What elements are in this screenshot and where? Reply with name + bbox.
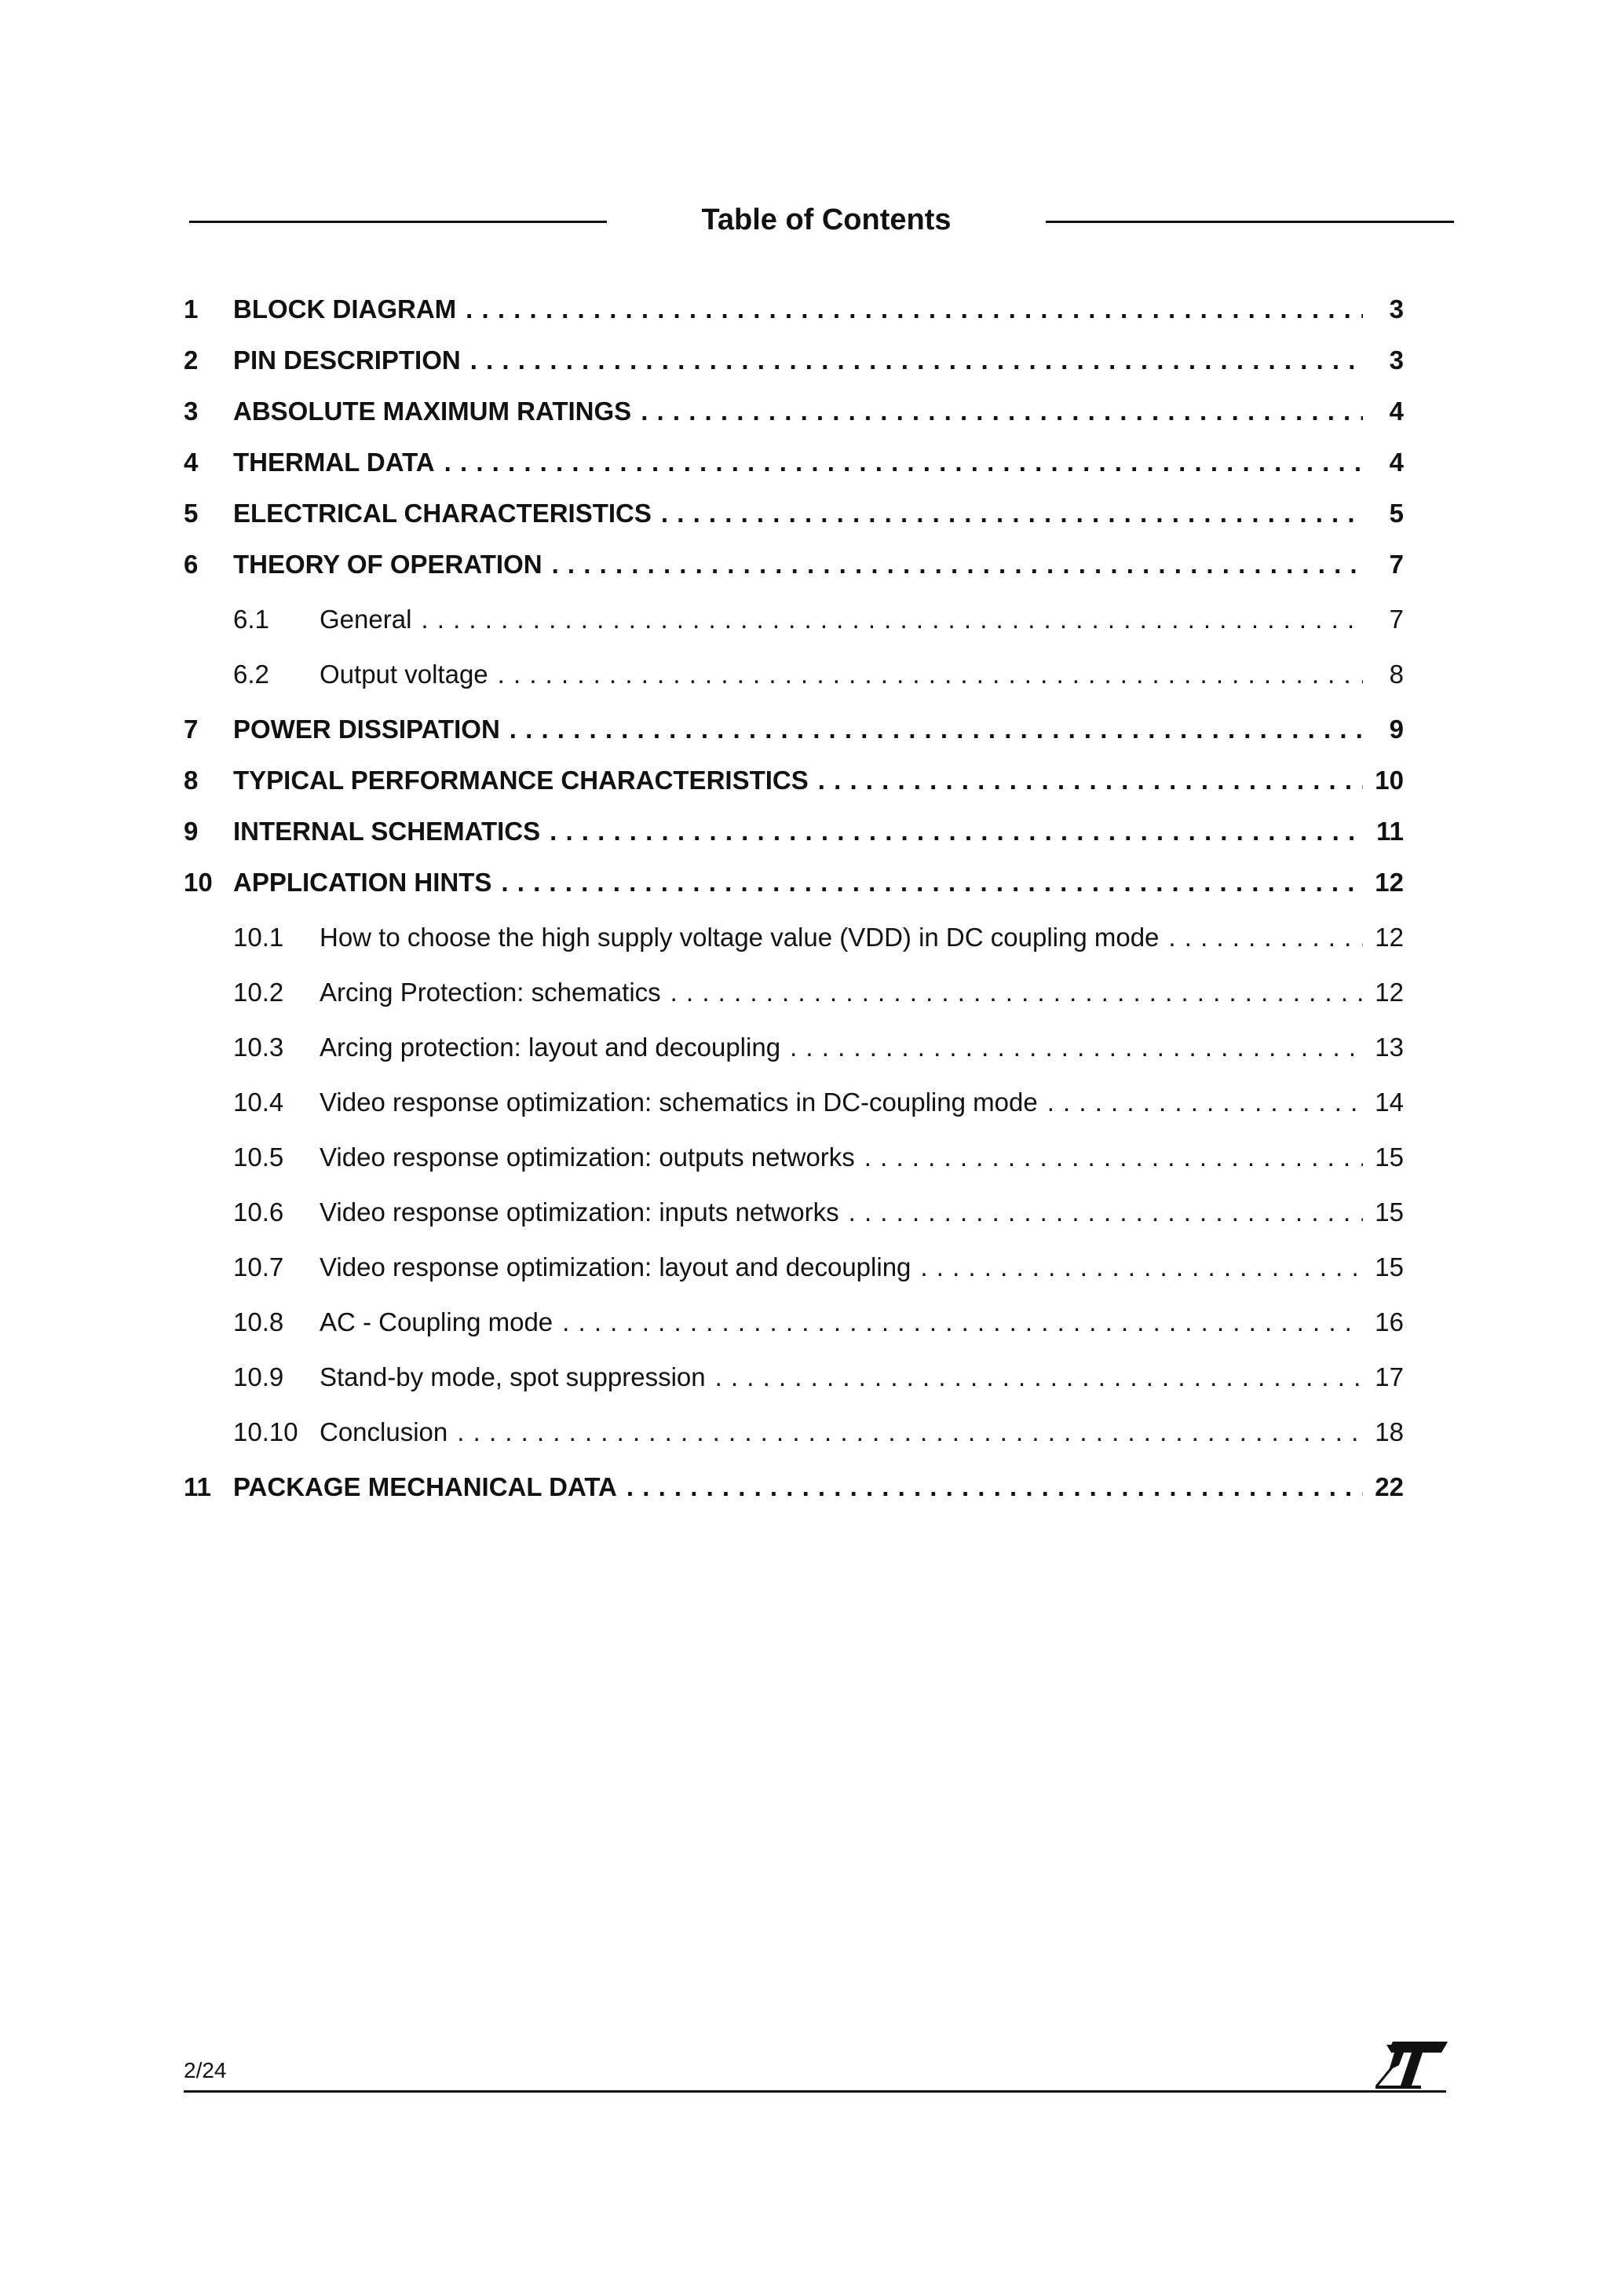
- toc-entry-number: 10.6: [233, 1197, 284, 1227]
- toc-entry-page: 7: [1389, 605, 1404, 634]
- toc-entry-number: 8: [184, 766, 199, 795]
- toc-entry-page: 7: [1389, 550, 1404, 579]
- toc-entry-page: 8: [1389, 660, 1404, 689]
- toc-dot-leader: [552, 546, 1363, 583]
- toc-entry-label: POWER DISSIPATION: [233, 715, 500, 744]
- toc-section-entry[interactable]: [184, 762, 1404, 799]
- toc-entry-number: 10: [184, 868, 213, 897]
- toc-entry-label: Conclusion: [320, 1417, 448, 1446]
- toc-section-entry[interactable]: [184, 864, 1404, 901]
- toc-subsection-entry[interactable]: [184, 1413, 1404, 1451]
- toc-subsection-entry[interactable]: [184, 919, 1404, 956]
- toc-entry-number: 10.4: [233, 1088, 284, 1117]
- toc-entry-number: 10.5: [233, 1143, 284, 1172]
- toc-subsection-entry[interactable]: [184, 1358, 1404, 1396]
- toc-dot-leader: [510, 711, 1363, 748]
- footer-rule: [184, 2090, 1446, 2093]
- toc-entry-label: AC - Coupling mode: [320, 1307, 553, 1336]
- toc-entry-label: INTERNAL SCHEMATICS: [233, 817, 541, 846]
- toc-section-entry[interactable]: [184, 546, 1404, 583]
- toc-dot-leader: [818, 762, 1363, 799]
- toc-entry-page: 9: [1389, 715, 1404, 744]
- toc-entry-label: Video response optimization: outputs networks: [320, 1143, 855, 1172]
- toc-entry-label: Stand-by mode, spot suppression: [320, 1362, 706, 1391]
- toc-dot-leader: [1047, 1084, 1363, 1121]
- toc-dot-leader: [715, 1358, 1363, 1396]
- toc-entry-page: 12: [1375, 923, 1404, 952]
- toc-section-entry[interactable]: [184, 291, 1404, 328]
- toc-dot-leader: [790, 1029, 1363, 1066]
- toc-entry-label: Video response optimization: inputs networks: [320, 1197, 839, 1227]
- toc-subsection-entry[interactable]: [184, 1303, 1404, 1341]
- toc-dot-leader: [849, 1194, 1363, 1231]
- toc-entry-page: 13: [1375, 1033, 1404, 1062]
- toc-section-entry[interactable]: [184, 711, 1404, 748]
- toc-subsection-entry[interactable]: [184, 1139, 1404, 1176]
- toc-entry-number: 10.9: [233, 1362, 284, 1391]
- toc-entry-page: 12: [1375, 978, 1404, 1007]
- toc-entry-page: 16: [1375, 1307, 1404, 1336]
- toc-dot-leader: [466, 291, 1363, 328]
- toc-entry-label: ELECTRICAL CHARACTERISTICS: [233, 499, 652, 528]
- toc-entry-number: 1: [184, 294, 199, 324]
- toc-entry-page: 17: [1375, 1362, 1404, 1391]
- toc-dot-leader: [501, 864, 1363, 901]
- page-title: Table of Contents: [701, 203, 952, 236]
- toc-entry-number: 6.1: [233, 605, 269, 634]
- toc-section-entry[interactable]: [184, 393, 1404, 430]
- toc-subsection-entry[interactable]: [184, 1249, 1404, 1286]
- toc-section-entry[interactable]: [184, 342, 1404, 379]
- toc-subsection-entry[interactable]: [184, 1194, 1404, 1231]
- toc-entry-number: 2: [184, 345, 199, 375]
- toc-entry-label: Arcing Protection: schematics: [320, 978, 661, 1007]
- toc-dot-leader: [641, 393, 1363, 430]
- toc-entry-label: How to choose the high supply voltage value (VDD) in DC coupling mode: [320, 923, 1160, 952]
- toc-dot-leader: [864, 1139, 1363, 1176]
- toc-entry-page: 15: [1375, 1197, 1404, 1227]
- toc-dot-leader: [670, 974, 1363, 1011]
- toc-entry-label: THEORY OF OPERATION: [233, 550, 542, 579]
- toc-entry-label: Output voltage: [320, 660, 488, 689]
- toc-entry-label: Video response optimization: layout and decoupling: [320, 1252, 911, 1281]
- toc-dot-leader: [627, 1468, 1363, 1506]
- toc-entry-label: TYPICAL PERFORMANCE CHARACTERISTICS: [233, 766, 809, 795]
- toc-entry-label: Video response optimization: schematics in DC-coupling mode: [320, 1088, 1038, 1117]
- toc-entry-number: 4: [184, 448, 199, 477]
- toc-entry-label: PACKAGE MECHANICAL DATA: [233, 1472, 617, 1501]
- toc-entry-number: 10.10: [233, 1417, 298, 1446]
- toc-entry-number: 3: [184, 397, 199, 426]
- toc-entry-page: 14: [1375, 1088, 1404, 1117]
- toc-dot-leader: [470, 342, 1363, 379]
- toc-entry-number: 10.1: [233, 923, 284, 952]
- toc-entry-label: BLOCK DIAGRAM: [233, 294, 457, 324]
- toc-entry-label: THERMAL DATA: [233, 448, 435, 477]
- toc-entry-page: 11: [1376, 817, 1404, 846]
- page-number: 2/24: [184, 2058, 227, 2082]
- toc-entry-number: 5: [184, 499, 199, 528]
- toc-section-entry[interactable]: [184, 444, 1404, 481]
- toc-subsection-entry[interactable]: [184, 1084, 1404, 1121]
- toc-entry-number: 10.8: [233, 1307, 284, 1336]
- title-rule-left: [189, 221, 607, 223]
- toc-dot-leader: [421, 601, 1363, 638]
- toc-entry-number: 11: [184, 1472, 211, 1501]
- toc-dot-leader: [661, 495, 1363, 532]
- toc-entry-page: 4: [1389, 448, 1404, 477]
- toc-entry-page: 12: [1375, 868, 1404, 897]
- toc-entry-page: 18: [1375, 1417, 1404, 1446]
- toc-subsection-entry[interactable]: [184, 974, 1404, 1011]
- toc-entry-page: 15: [1375, 1252, 1404, 1281]
- toc-section-entry[interactable]: [184, 813, 1404, 850]
- toc-entry-page: 22: [1375, 1472, 1404, 1501]
- toc-entry-number: 6: [184, 550, 199, 579]
- toc-dot-leader: [457, 1413, 1363, 1451]
- toc-dot-leader: [498, 656, 1363, 693]
- title-rule-right: [1046, 221, 1454, 223]
- toc-subsection-entry[interactable]: [184, 1029, 1404, 1066]
- toc-entry-number: 7: [184, 715, 199, 744]
- toc-entry-label: PIN DESCRIPTION: [233, 345, 461, 375]
- toc-subsection-entry[interactable]: [184, 601, 1404, 638]
- toc-dot-leader: [1168, 919, 1363, 956]
- toc-entry-page: 15: [1375, 1143, 1404, 1172]
- toc-dot-leader: [562, 1303, 1363, 1341]
- toc-section-entry[interactable]: [184, 495, 1404, 532]
- toc-entry-number: 9: [184, 817, 199, 846]
- toc-entry-number: 10.7: [233, 1252, 284, 1281]
- toc-dot-leader: [550, 813, 1363, 850]
- toc-dot-leader: [444, 444, 1363, 481]
- toc-dot-leader: [920, 1249, 1363, 1286]
- toc-subsection-entry[interactable]: [184, 656, 1404, 693]
- toc-entry-page: 5: [1389, 499, 1404, 528]
- toc-entry-page: 10: [1375, 766, 1404, 795]
- toc-section-entry[interactable]: [184, 1468, 1404, 1506]
- toc-entry-page: 3: [1389, 345, 1404, 375]
- toc-entry-page: 4: [1389, 397, 1404, 426]
- toc-entry-label: ABSOLUTE MAXIMUM RATINGS: [233, 397, 632, 426]
- toc-entry-label: APPLICATION HINTS: [233, 868, 492, 897]
- toc-entry-number: 10.3: [233, 1033, 284, 1062]
- toc-entry-number: 6.2: [233, 660, 269, 689]
- toc-entry-label: Arcing protection: layout and decoupling: [320, 1033, 781, 1062]
- toc-entry-page: 3: [1389, 294, 1404, 324]
- toc-entry-label: General: [320, 605, 412, 634]
- st-logo: [1375, 2042, 1448, 2089]
- toc-entry-number: 10.2: [233, 978, 284, 1007]
